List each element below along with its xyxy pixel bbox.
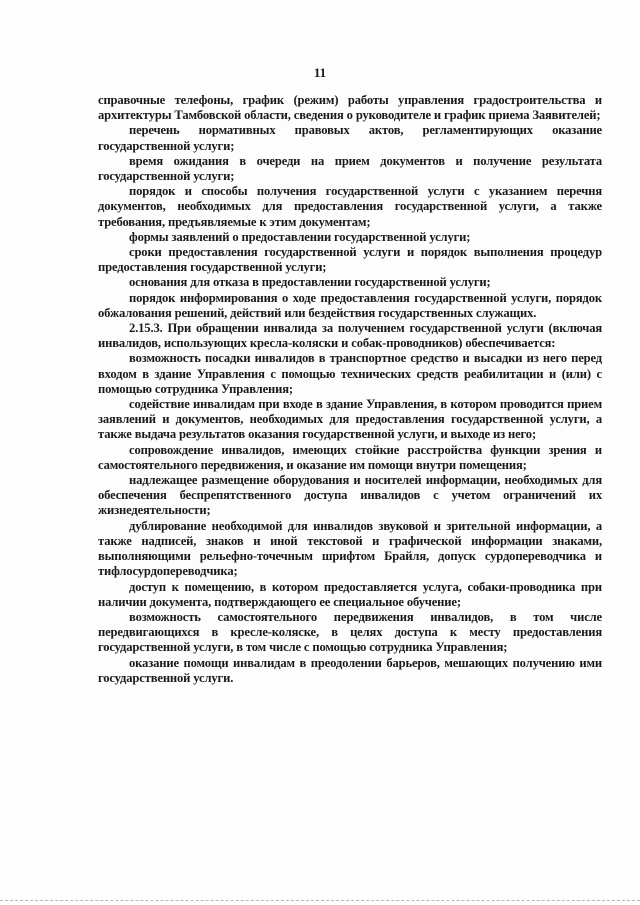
paragraph: доступ к помещению, в котором предоставляется услуга, собаки-проводника при наличии документа, подтверждающего ее специальное обучение; — [98, 579, 602, 609]
paragraph: надлежащее размещение оборудования и носителей информации, необходимых для обеспечения беспрепятственного доступа инвалидов с учетом ограничений их жизнедеятельности; — [98, 473, 602, 518]
paragraph: сроки предоставления государственной услуги и порядок выполнения процедур предоставления государственной услуги; — [98, 245, 602, 275]
paragraph: оказание помощи инвалидам в преодолении барьеров, мешающих получению ими государственной услуги. — [98, 655, 602, 685]
paragraph: сопровождение инвалидов, имеющих стойкие расстройства функции зрения и самостоятельного передвижения, и оказание им помощи внутри помещения; — [98, 442, 602, 472]
paragraph: возможность самостоятельного передвижения инвалидов, в том числе передвигающихся в кресле-коляске, в целях доступа к месту предоставления государственной услуги, в том числе с помощью сотрудника Управления; — [98, 609, 602, 655]
section-paragraph: 2.15.3. При обращении инвалида за получением государственной услуги (включая инвалидов, использующих кресла-коляски и собак-проводников) обеспечивается: — [98, 321, 602, 351]
document-body — [98, 93, 602, 686]
paragraph: время ожидания в очереди на прием документов и получение результата государственной услуги; — [98, 153, 602, 184]
paragraph: основания для отказа в предоставлении государственной услуги; — [129, 275, 491, 290]
paragraph: справочные телефоны, график (режим) работы управления градостроительства и архитектуры Тамбовской области, сведения о руководителе и график приема Заявителей; — [98, 93, 602, 123]
paragraph: формы заявлений о предоставлении государственной услуги; — [129, 229, 471, 244]
paragraph: возможность посадки инвалидов в транспортное средство и высадки из него перед входом в здание Управления с помощью технических средств реабилитации и (или) с помощью сотрудника Управления; — [98, 351, 602, 396]
paragraph: порядок информирования о ходе предоставления государственной услуги, порядок обжалования решений, действий или бездействия государственных служащих. — [98, 290, 602, 320]
paragraph: порядок и способы получения государственной услуги с указанием перечня документов, необходимых для предоставления государственной услуги, а также требования, предъявляемые к этим документам; — [98, 184, 602, 229]
scan-edge-line — [0, 900, 640, 901]
page-number: 11 — [313, 65, 327, 80]
paragraph: содействие инвалидам при входе в здание Управления, в котором проводится прием заявлений и документов, необходимых для предоставления государственной услуги, а также выдача результатов оказания государственной услуги, и выходе из него; — [98, 397, 602, 442]
paragraph: дублирование необходимой для инвалидов звуковой и зрительной информации, а также надписей, знаков и иной текстовой и графической информации знаками, выполняющими рельефно-точечным шрифтом Брайля, допуск сурдопереводчика и тифлосурдопереводчика; — [98, 518, 602, 579]
paragraph: перечень нормативных правовых актов, регламентирующих оказание государственной услуги; — [98, 123, 602, 153]
